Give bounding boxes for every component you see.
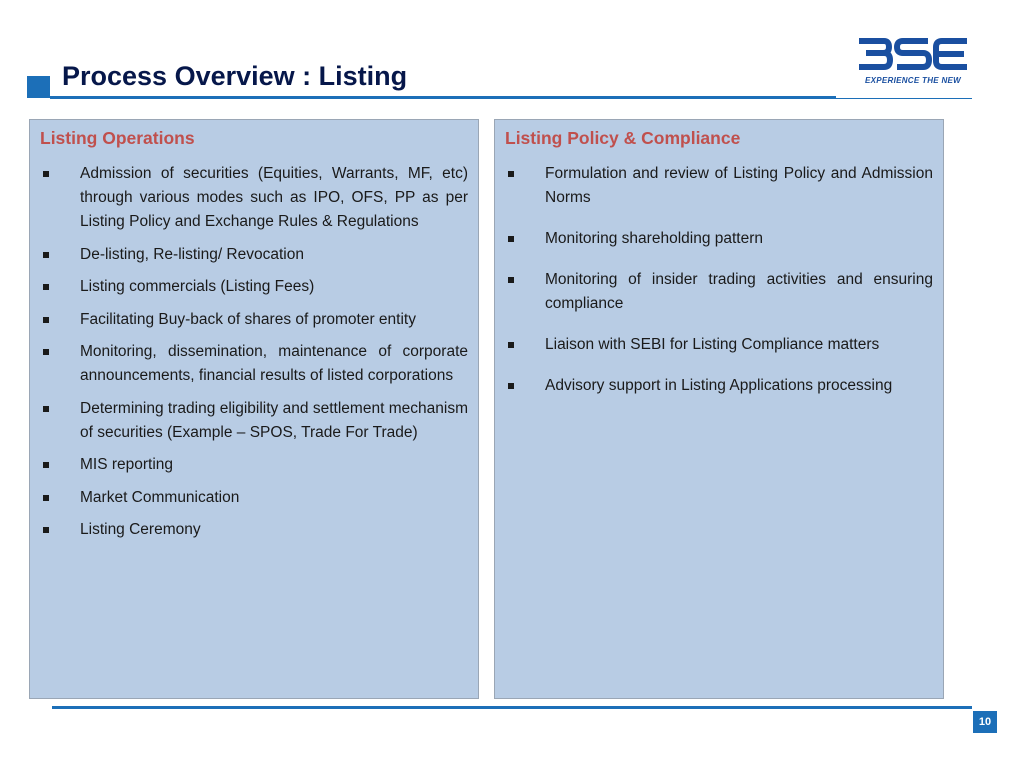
title-square-marker (27, 76, 50, 98)
square-bullet-icon (43, 284, 49, 290)
list-item-text: Admission of securities (Equities, Warrants, MF, etc) through various modes such as IPO, OFS, PP as per Listing Policy and Exchange Rules & Regulations (80, 165, 468, 230)
list-item-text: Liaison with SEBI for Listing Compliance matters (545, 336, 880, 353)
list-item-text: Market Communication (80, 488, 240, 506)
list-item (40, 243, 468, 267)
list-item (40, 397, 468, 445)
title-underline-thin (836, 98, 972, 99)
list-item-text: Listing commercials (Listing Fees) (80, 278, 315, 295)
square-bullet-icon (43, 252, 49, 258)
square-bullet-icon (508, 277, 514, 283)
list-item (40, 486, 468, 510)
list-item (40, 275, 468, 299)
bse-logo (856, 36, 970, 88)
list-item (40, 308, 468, 332)
list-item (40, 453, 468, 477)
list-item-text: Monitoring shareholding pattern (545, 230, 763, 247)
list-item (40, 340, 468, 388)
slide-title: Process Overview : Listing (62, 61, 408, 91)
square-bullet-icon (43, 317, 49, 323)
list-item (505, 333, 933, 357)
listing-policy-compliance-panel (494, 119, 944, 699)
title-underline (50, 96, 836, 99)
square-bullet-icon (43, 495, 49, 501)
list-item (40, 162, 468, 234)
square-bullet-icon (43, 406, 49, 412)
listing-operations-list (40, 162, 468, 551)
list-item-text: Advisory support in Listing Applications processing (545, 377, 893, 394)
square-bullet-icon (508, 383, 514, 389)
page-number-badge: 10 (973, 711, 997, 733)
list-item-text: Formulation and review of Listing Policy and Admission Norms (545, 165, 933, 206)
footer-rule (52, 706, 972, 709)
listing-operations-panel (29, 119, 479, 699)
listing-policy-compliance-heading: Listing Policy & Compliance (505, 128, 741, 148)
logo-tagline: EXPERIENCE THE NEW (864, 76, 962, 85)
list-item-text: Facilitating Buy-back of shares of promoter entity (80, 310, 416, 328)
list-item (505, 227, 933, 251)
list-item-text: Monitoring of insider trading activities and ensuring compliance (545, 271, 933, 312)
square-bullet-icon (508, 236, 514, 242)
list-item (505, 268, 933, 316)
square-bullet-icon (43, 349, 49, 355)
list-item (505, 162, 933, 210)
list-item-text: Determining trading eligibility and settlement mechanism of securities (Example – SPOS, Trade For Trade) (80, 399, 468, 441)
listing-operations-heading: Listing Operations (40, 128, 195, 148)
list-item (505, 374, 933, 398)
listing-policy-compliance-list (505, 162, 933, 415)
square-bullet-icon (43, 462, 49, 468)
bse-logo-icon (856, 36, 970, 76)
square-bullet-icon (508, 171, 514, 177)
list-item-text: Listing Ceremony (80, 521, 201, 538)
square-bullet-icon (43, 171, 49, 177)
list-item-text: MIS reporting (80, 456, 174, 473)
list-item-text: Monitoring, dissemination, maintenance of corporate announcements, financial results of listed corporations (80, 343, 468, 384)
square-bullet-icon (43, 527, 49, 533)
square-bullet-icon (508, 342, 514, 348)
list-item-text: De-listing, Re-listing/ Revocation (80, 245, 304, 263)
list-item (40, 518, 468, 542)
